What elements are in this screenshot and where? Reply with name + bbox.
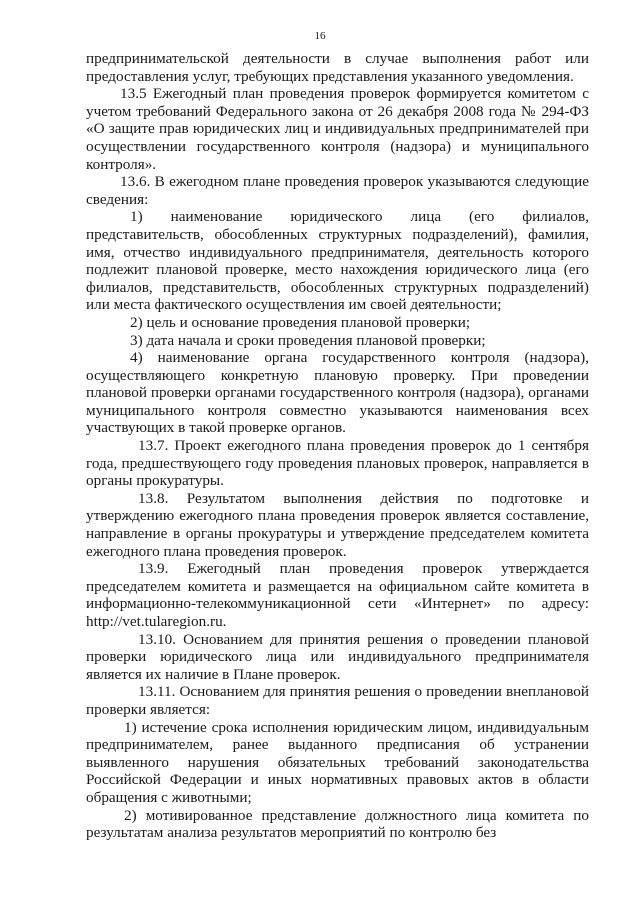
paragraph: 1) наименование юридического лица (его филиалов, представительств, обособленных структурных подразделений), фамилия, имя, отчество индивидуального предпринимателя, деятельность которого подлежит плановой проверке, место нахождения юридического лица (его филиалов, представительств, обособленных структурных подразделений) или места фактического осуществления им своей деятельности; xyxy=(86,208,589,314)
paragraph: 13.10. Основанием для принятия решения о проведении плановой проверки юридического лица или индивидуального предпринимателя является их наличие в Плане проверок. xyxy=(86,630,589,683)
paragraph: предпринимательской деятельности в случае выполнения работ или предоставления услуг, требующих представления указанного уведомления. xyxy=(86,50,589,85)
paragraph: 13.11. Основанием для принятия решения о проведении внеплановой проверки является: xyxy=(86,683,589,718)
paragraph: 1) истечение срока исполнения юридическим лицом, индивидуальным предпринимателем, ранее выданного предписания об устранении выявленного нарушения обязательных требований законодательства Российской Федерации и иных нормативных правовых актов в области обращения с животными; xyxy=(86,718,589,806)
document-body xyxy=(86,50,589,842)
paragraph: 4) наименование органа государственного контроля (надзора), осуществляющего конкретную плановую проверку. При проведении плановой проверки органами государственного контроля (надзора), органами муниципального контроля совместно указываются наименования всех участвующих в такой проверке органов. xyxy=(86,349,589,437)
paragraph: 3) дата начала и сроки проведения плановой проверки; xyxy=(130,331,486,349)
paragraph: 13.8. Результатом выполнения действия по подготовке и утверждению ежегодного плана проведения проверок является составление, направление в органы прокуратуры и утверждение председателем комитета ежегодного плана проведения проверок. xyxy=(86,489,589,560)
page-number: 16 xyxy=(314,30,326,42)
paragraph: 2) мотивированное представление должностного лица комитета по результатам анализа результатов мероприятий по контролю без xyxy=(86,806,589,842)
paragraph: 13.6. В ежегодном плане проведения проверок указываются следующие сведения: xyxy=(86,173,589,208)
paragraph: 13.9. Ежегодный план проведения проверок утверждается председателем комитета и размещается на официальном сайте комитета в информационно-телекоммуникационной сети «Интернет» по адресу: http://vet.tularegion.ru. xyxy=(86,560,589,630)
paragraph: 13.5 Ежегодный план проведения проверок формируется комитетом с учетом требований Федерального закона от 26 декабря 2008 года № 294-ФЗ «О защите прав юридических лиц и индивидуальных предпринимателей при осуществлении государственного контроля (надзора) и муниципального контроля». xyxy=(86,85,589,173)
paragraph: 13.7. Проект ежегодного плана проведения проверок до 1 сентября года, предшествующего году проведения плановых проверок, направляется в органы прокуратуры. xyxy=(86,437,589,490)
paragraph: 2) цель и основание проведения плановой проверки; xyxy=(130,313,471,331)
